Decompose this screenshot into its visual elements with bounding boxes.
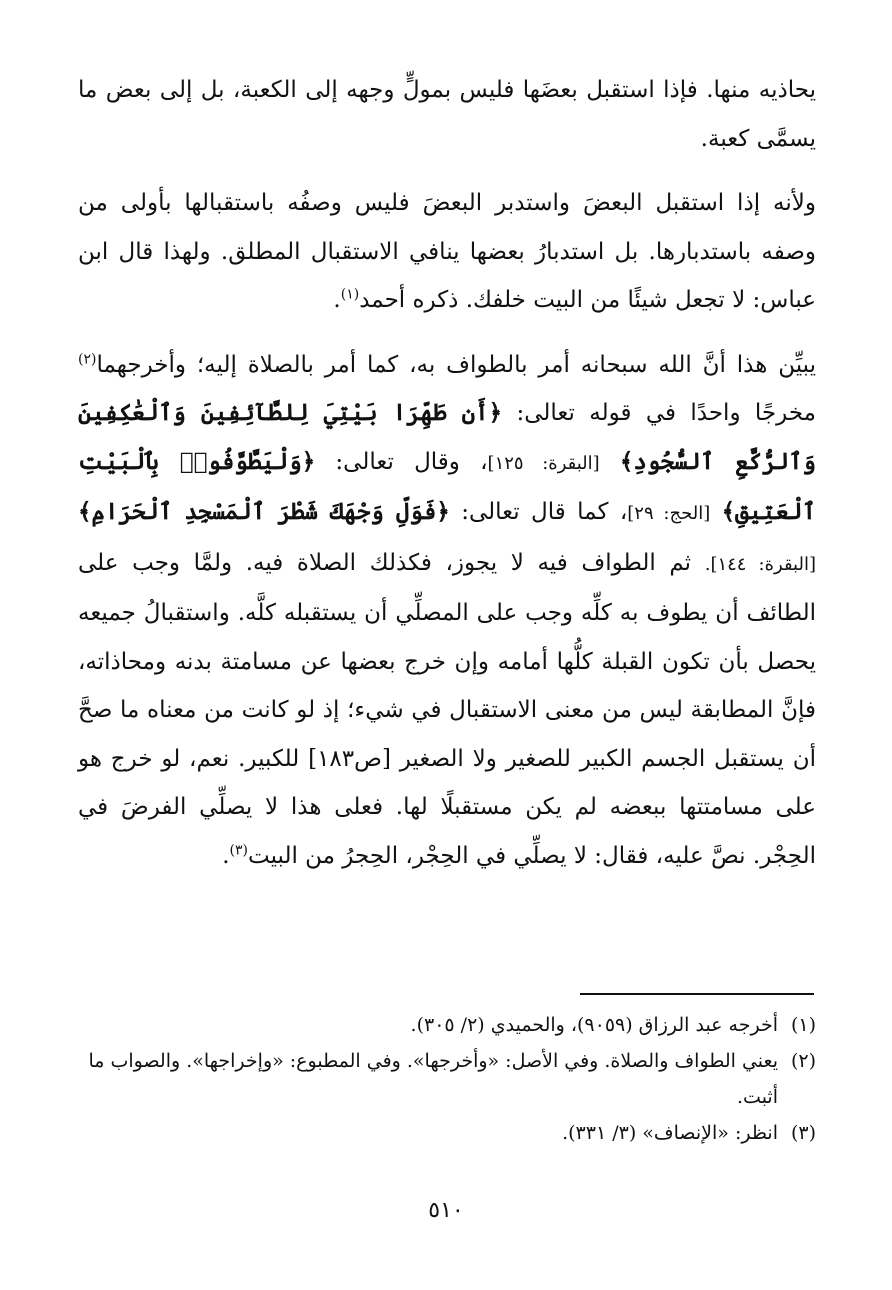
footnotes	[78, 1007, 816, 1151]
verse-reference-1: [البقرة: ١٢٥]	[487, 452, 600, 474]
footnote-2	[78, 1043, 816, 1115]
paragraph-3-text-a: يبيِّن هذا أنَّ الله سبحانه أمر بالطواف به، كما أمر بالصلاة إليه؛ وأخرجهما	[96, 351, 816, 378]
footnote-3-text: انظر: «الإنصاف» (٣/ ٣٣١).	[562, 1122, 778, 1144]
paragraph-3-text-e: ثم الطواف فيه لا يجوز، فكذلك الصلاة فيه. ولمَّا وجب على الطائف أن يطوف به كلِّه وجب على المصلِّي أن يستقبله كلَّه. واستقبالُ جميعه يحصل بأن تكون القبلة كلُّها أمامه وإن خرج بعضها عن مسامتة بدنه ومحاذاته، فإنَّ المطابقة ليس من معنى الاستقبال في شيء؛ إذ لو كانت من معناه ما صحَّ أن يستقبل الجسم الكبير للصغير ولا الصغير	[78, 549, 816, 772]
footnote-1	[78, 1007, 816, 1043]
paragraph-3-text-c: ، وقال تعالى:	[315, 448, 488, 475]
main-text	[78, 66, 816, 880]
footnote-divider	[580, 993, 814, 995]
footnote-1-text: أخرجه عبد الرزاق (٩٠٥٩)، والحميدي (٢/ ٣٠٥).	[410, 1014, 778, 1036]
verse-reference-3: [البقرة: ١٤٤].	[704, 553, 816, 575]
quran-verse-2: ﴿وَلْيَطَّوَّفُوا۟ بِٱلْبَيْتِ ٱلْعَتِيقِ﴾	[78, 447, 816, 525]
footnote-mark-1[interactable]: (١)	[340, 286, 360, 303]
paragraph-3-end: .	[222, 842, 230, 869]
paragraph-2-end: .	[333, 287, 341, 313]
footnote-2-text: يعني الطواف والصلاة. وفي الأصل: «وأخرجها». وفي المطبوع: «وإخراجها». والصواب ما أثبت.	[88, 1050, 778, 1108]
footnote-3-number: (٣)	[790, 1122, 816, 1144]
quran-verse-3: ﴿فَوَلِّ وَجْهَكَ شَطْرَ ٱلْمَسْجِدِ ٱلْحَرَامِ﴾	[78, 498, 450, 525]
paragraph-2-text: ولأنه إذا استقبل البعضَ واستدبر البعضَ فليس وصفُه باستقبالها بأولى من وصفه باستدبارها. بل استدبارُ بعضها ينافي الاستقبال المطلق. ولهذا قال ابن عباس: لا تجعل شيئًا من البيت خلفك. ذكره أحمد	[78, 190, 816, 313]
footnote-2-number: (٢)	[790, 1050, 816, 1072]
footnote-mark-2[interactable]: (٢)	[78, 350, 97, 367]
verse-reference-2: [الحج: ٢٩]	[627, 503, 711, 524]
paragraph-2	[78, 179, 816, 325]
paragraph-3-text-f: للكبير. نعم، لو خرج هو على مسامتتها ببعضه لم يكن مستقبلًا لها. فعلى هذا لا يصلِّي الفرضَ في الحِجْر. نصَّ عليه، فقال: لا يصلِّي في الحِجْر، الحِجرُ من البيت	[78, 745, 816, 869]
quran-verse-1: ﴿أَن طَهِّرَا بَيْتِيَ لِلطَّآئِفِينَ وَٱلْعَٰكِفِينَ وَٱلرُّكَّعِ ٱلسُّجُودِ﴾	[78, 399, 817, 475]
page-marker: [ص١٨٣]	[308, 745, 391, 772]
paragraph-3-text-d: ، كما قال تعالى:	[449, 499, 628, 525]
page-number: ٥١٠	[428, 1198, 464, 1223]
paragraph-3-text-b: مخرجًا واحدًا في قوله تعالى:	[502, 400, 816, 426]
paragraph-1-text: يحاذيه منها. فإذا استقبل بعضَها فليس بمولٍّ وجهه إلى الكعبة، بل إلى بعض ما يسمَّى كعبة.	[78, 77, 816, 152]
paragraph-3	[78, 341, 816, 881]
footnote-1-number: (١)	[790, 1014, 816, 1036]
footnote-3	[78, 1115, 816, 1151]
footnote-mark-3[interactable]: (٣)	[229, 841, 248, 858]
paragraph-1	[78, 66, 816, 163]
